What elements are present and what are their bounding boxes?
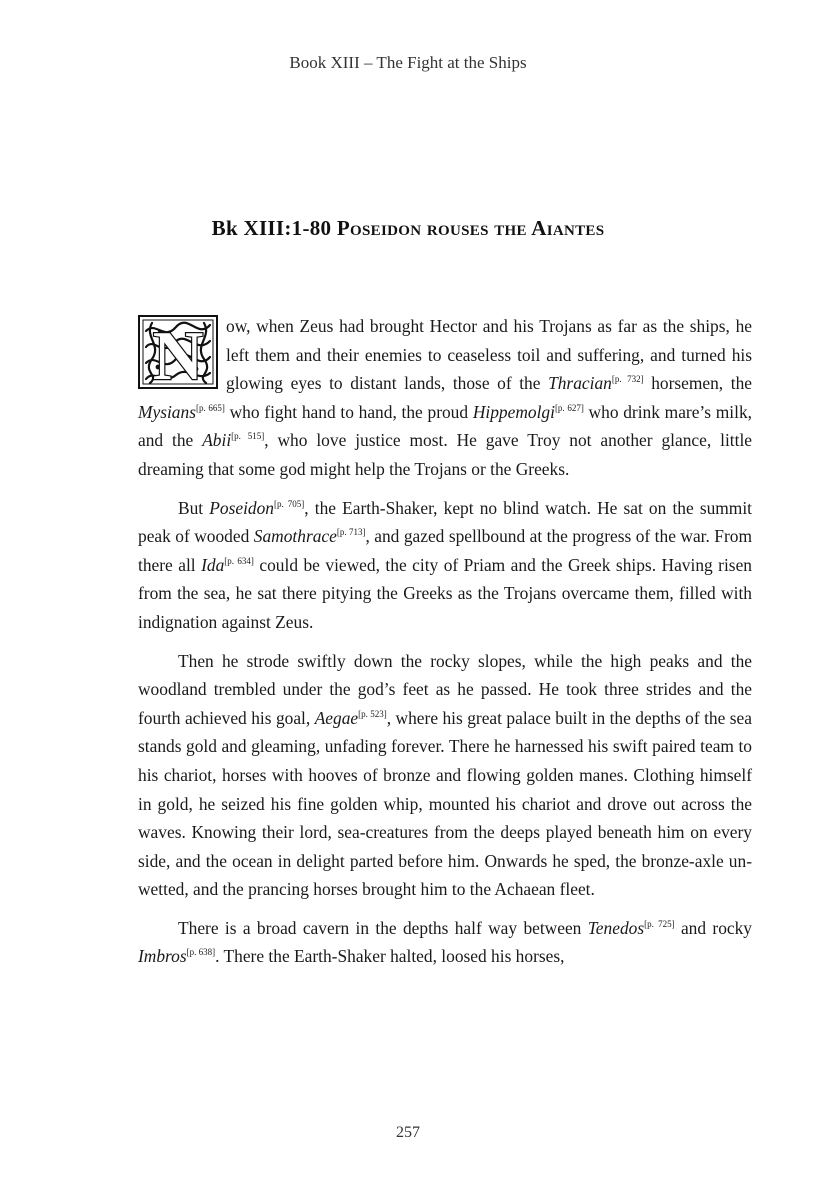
paragraph-4 (138, 914, 752, 971)
page-reference: [p. 665] (195, 402, 225, 413)
text: horsemen, the (643, 373, 752, 394)
drop-cap-letter: N (152, 318, 204, 389)
page-reference: [p. 725] (644, 919, 675, 930)
chapter-title (0, 216, 816, 241)
page-reference: [p. 634] (224, 555, 254, 566)
place-name: Imbros (138, 946, 187, 967)
text: , who love justice most. He gave Troy not another glance, little dreaming that some god might help the Trojans or the Greeks. (138, 430, 752, 479)
paragraph-3 (138, 647, 752, 904)
person-name: Poseidon (209, 497, 274, 518)
chapter-title-main: Bk XIII:1-80 (211, 216, 332, 240)
text: There is a broad cavern in the depths half way between (178, 917, 588, 938)
text: , the Earth-Shaker, kept no blind watch. He sat on the summit peak of wooded (138, 497, 752, 547)
paragraph-1 (138, 312, 752, 484)
place-name: Thracian (548, 373, 612, 394)
text: and rocky (674, 917, 753, 938)
place-name: Abii (202, 430, 232, 451)
text: , where his great palace built in the depths of the sea stands gold and gleaming, unfading forever. There he harnessed his swift paired team to his chariot, horses with hooves of bronze and flowing golden manes. Clothing himself in gold, he seized his fine golden whip, mounted his chariot and drove out across the waves. Knowing their lord, sea-creatures from the deeps played beneath him on every side, and the ocean in delight parted before him. Onwards he sped, the bronze-axle un-wetted, and the prancing horses brought him to the Achaean fleet. (138, 707, 752, 900)
running-head: Book XIII – The Fight at the Ships (289, 53, 527, 72)
page-reference: [p. 713] (336, 527, 366, 538)
text: , and gazed spellbound at the progress of the war. From there all (138, 526, 752, 575)
page-reference: [p. 705] (274, 498, 305, 509)
page-reference: [p. 627] (554, 402, 584, 413)
text: who fight hand to hand, the proud (224, 401, 473, 422)
place-name: Aegae (314, 707, 359, 728)
page-reference: [p. 515] (231, 431, 265, 442)
chapter-title-rest: Poseidon rouses the Aiantes (336, 216, 605, 240)
page-reference: [p. 638] (186, 947, 216, 958)
page-number: 257 (396, 1124, 420, 1141)
text: Then he strode swiftly down the rocky slopes, while the high peaks and the woodland trembled under the god’s feet as he passed. He took three strides and the fourth achieved his goal, (138, 650, 752, 728)
text: who drink mare’s milk, and the (138, 401, 753, 451)
text: ow, when Zeus had brought Hector and his Trojans as far as the ships, he left them and their enemies to ceaseless toil and suffering, and turned his glowing eyes to distant lands, those of the (226, 316, 752, 394)
page-reference: [p. 523] (358, 708, 387, 719)
body-text (138, 312, 752, 981)
page-reference: [p. 732] (611, 374, 644, 385)
place-name: Tenedos (587, 917, 645, 938)
paragraph-2 (138, 494, 752, 637)
place-name: Ida (201, 554, 225, 575)
text: . There the Earth-Shaker halted, loosed his horses, (215, 946, 565, 967)
place-name: Hippemolgi (472, 401, 555, 422)
place-name: Mysians (138, 401, 196, 422)
text: could be viewed, the city of Priam and the Greek ships. Having risen from the sea, he sat there pitying the Greeks as the Trojans overcame them, filled with indignation against Zeus. (138, 554, 752, 632)
text: But (178, 497, 210, 518)
place-name: Samothrace (253, 526, 337, 547)
drop-cap-ornament (138, 315, 218, 389)
